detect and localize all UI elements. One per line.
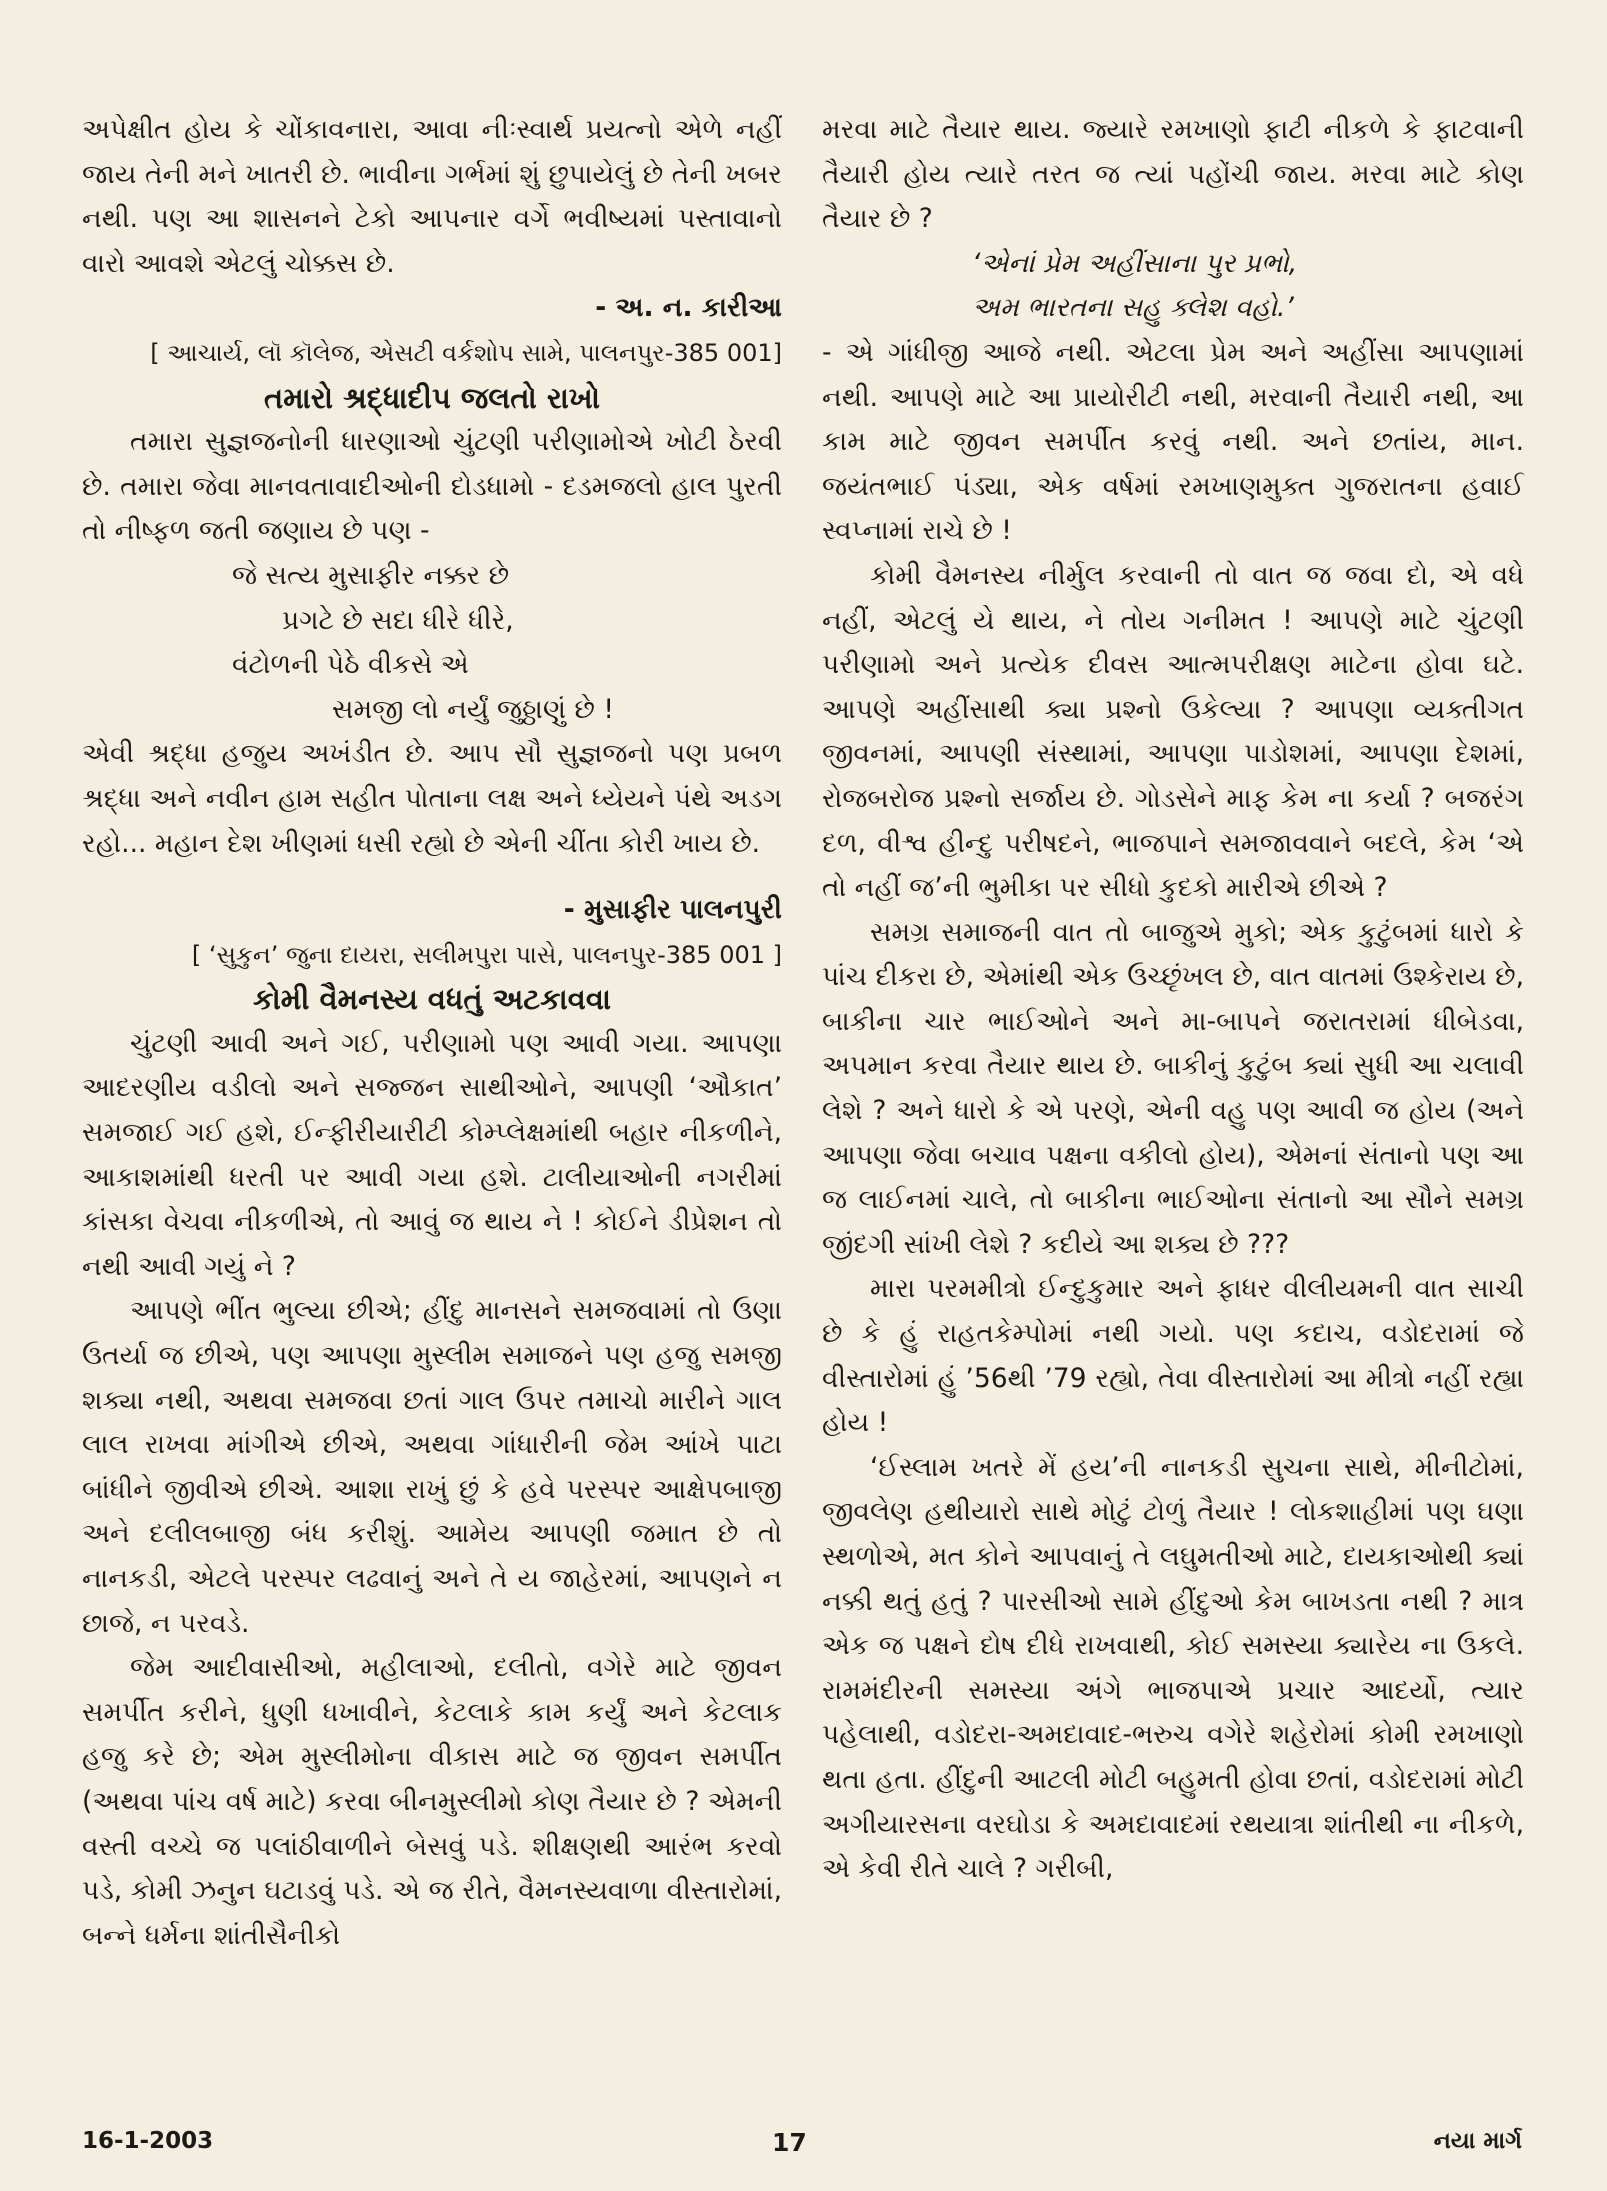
quote	[822, 242, 1524, 331]
right-column	[822, 108, 1524, 1892]
paragraph: ચુંટણી આવી અને ગઈ, પરીણામો પણ આવી ગયા. આપણા આદરણીય વડીલો અને સજ્જન સાથીઓને, આપણી ‘ઔકાત’ સમજાઈ ગઈ હશે, ઈન્ફીરીયારીટી કોમ્પ્લેક્ષમાંથી બહાર નીકળીને, આકાશમાંથી ધરતી પર આવી ગયા હશે. ટાલીયાઓની નગરીમાં કાંસકા વેચવા નીકળીએ, તો આવું જ થાય ને ! કોઈને ડીપ્રેશન તો નથી આવી ગયું ને ?	[82, 1027, 782, 1282]
section-heading: તમારો શ્રદ્ધાદીપ જલતો રાખો	[263, 380, 601, 415]
paragraph: મારા પરમમીત્રો ઈન્દુકુમાર અને ફાધર વીલીયમની વાત સાચી છે કે હું રાહતકેમ્પોમાં નથી ગયો. પણ કદાચ, વડોદરામાં જે વીસ્તારોમાં હું ’56થી ’79 રહ્યો, તેવા વીસ્તારોમાં આ મીત્રો નહીં રહ્યા હોય !	[822, 1273, 1524, 1439]
section-heading: કોમી વૈમનસ્ય વધતું અટકાવવા	[252, 982, 612, 1017]
author-address: [ ‘સુકુન’ જુના દાયરા, સલીમપુરા પાસે, પાલનપુર-385 001 ]	[191, 940, 782, 969]
poem-line: સમજી લો નર્યું જુઠ્ઠાણું છે !	[332, 693, 614, 725]
quote-line: ‘એનાં પ્રેમ અહીંસાના પુર પ્રભો,	[972, 247, 1298, 279]
paragraph: - એ ગાંધીજી આજે નથી. એટલા પ્રેમ અને અહીંસા આપણામાં નથી. આપણે માટે આ પ્રાયોરીટી નથી, મરવાની તૈયારી નથી, આ કામ માટે જીવન સમર્પીત કરવું નથી. અને છતાંય, માન. જયંતભાઈ પંડ્યા, એક વર્ષમાં રમખાણમુક્ત ગુજરાતના હવાઈ સ્વપ્નામાં રાચે છે !	[822, 336, 1524, 547]
poem-line: પ્રગટે છે સદા ધીરે ધીરે,	[282, 604, 514, 636]
signature: - મુસાફીર પાલનપુરી	[563, 894, 782, 926]
quote-line: અમ ભારતના સહુ ક્લેશ વહો.’	[972, 292, 1294, 324]
magazine-name: નયા માર્ગ	[1433, 2128, 1522, 2154]
issue-date: 16-1-2003	[82, 2128, 214, 2154]
poem-line: વંટોળની પેઠે વીકસે એ	[232, 649, 469, 681]
paragraph: મરવા માટે તૈયાર થાય. જ્યારે રમખાણો ફાટી નીકળે કે ફાટવાની તૈયારી હોય ત્યારે તરત જ ત્યાં પહોંચી જાય. મરવા માટે કોણ તૈયાર છે ?	[822, 114, 1524, 235]
page-footer	[82, 2128, 1522, 2164]
poem-line: જે સત્ય મુસાફીર નક્કર છે	[232, 559, 510, 591]
paragraph: આપણે ભીંત ભુલ્યા છીએ; હીંદુ માનસને સમજવામાં તો ઉણા ઉતર્યા જ છીએ, પણ આપણા મુસ્લીમ સમાજને પણ હજુ સમજી શક્યા નથી, અથવા સમજવા છતાં ગાલ ઉપર તમાચો મારીને ગાલ લાલ રાખવા માંગીએ છીએ, અથવા ગાંધારીની જેમ આંખે પાટા બાંધીને જીવીએ છીએ. આશા રાખું છું કે હવે પરસ્પર આક્ષેપબાજી અને દલીલબાજી બંધ કરીશું. આમેય આપણી જમાત છે તો નાનકડી, એટલે પરસ્પર લઢવાનું અને તે ય જાહેરમાં, આપણને ન છાજે, ન પરવડે.	[82, 1295, 782, 1639]
paragraph: કોમી વૈમનસ્ય નીર્મુલ કરવાની તો વાત જ જવા દો, એ વધે નહીં, એટલું યે થાય, ને તોય ગનીમત ! આપણે માટે ચુંટણી પરીણામો અને પ્રત્યેક દીવસ આત્મપરીક્ષણ માટેના હોવા ઘટે. આપણે અહીંસાથી ક્યા પ્રશ્નો ઉકેલ્યા ? આપણા વ્યક્તીગત જીવનમાં, આપણી સંસ્થામાં, આપણા પાડોશમાં, આપણા દેશમાં, રોજબરોજ પ્રશ્નો સર્જાય છે. ગોડસેને માફ કેમ ના કર્યા ? બજરંગ દળ, વીશ્વ હીન્દુ પરીષદને, ભાજપાને સમજાવવાને બદલે, કેમ ‘એ તો નહીં જ’ની ભુમીકા પર સીધો કુદકો મારીએ છીએ ?	[822, 559, 1524, 904]
paragraph: સમગ્ર સમાજની વાત તો બાજુએ મુકો; એક કુટુંબમાં ધારો કે પાંચ દીકરા છે, એમાંથી એક ઉચ્છૃંખલ છે, વાત વાતમાં ઉશ્કેરાય છે, બાકીના ચાર ભાઈઓને અને મા-બાપને જરાતરામાં ધીબેડવા, અપમાન કરવા તૈયાર થાય છે. બાકીનું કુટુંબ ક્યાં સુધી આ ચલાવી લેશે ? અને ધારો કે એ પરણે, એની વહુ પણ આવી જ હોય (અને આપણા જેવા બચાવ પક્ષના વકીલો હોય), એમનાં સંતાનો પણ આ જ લાઈનમાં ચાલે, તો બાકીના ભાઈઓના સંતાનો આ સૌને સમગ્ર જીંદગી સાંખી લેશે ? કદીયે આ શક્ય છે ???	[822, 916, 1524, 1260]
signature: - અ. ન. કારીઆ	[595, 292, 782, 324]
paragraph: તમારા સુજ્ઞજનોની ધારણાઓ ચુંટણી પરીણામોએ ખોટી ઠેરવી છે. તમારા જેવા માનવતાવાદીઓની દોડધામો - દડમજલો હાલ પુરતી તો નીષ્ફળ જતી જણાય છે પણ -	[82, 426, 782, 547]
paragraph: અપેક્ષીત હોય કે ચોંકાવનારા, આવા નીઃસ્વાર્થ પ્રયત્નો એળે નહીં જાય તેની મને ખાતરી છે. ભાવીના ગર્ભમાં શું છુપાયેલું છે તેની ખબર નથી. પણ આ શાસનને ટેકો આપનાર વર્ગે ભવીષ્યમાં પસ્તાવાનો વારો આવશે એટલું ચોક્કસ છે.	[82, 114, 782, 279]
author-address: [ આચાર્ય, લૉ કૉલેજ, એસટી વર્કશોપ સામે, પાલનપુર-385 001]	[150, 338, 782, 367]
left-column	[82, 108, 782, 1958]
page-number: 17	[772, 2128, 807, 2157]
poem	[82, 554, 782, 732]
paragraph: જેમ આદીવાસીઓ, મહીલાઓ, દલીતો, વગેરે માટે જીવન સમર્પીત કરીને, ધુણી ધખાવીને, કેટલાકે કામ કર્યું અને કેટલાક હજુ કરે છે; એમ મુસ્લીમોના વીકાસ માટે જ જીવન સમર્પીત (અથવા પાંચ વર્ષ માટે) કરવા બીનમુસ્લીમો કોણ તૈયાર છે ? એમની વસ્તી વચ્ચે જ પલાંઠીવાળીને બેસવું પડે. શીક્ષણથી આરંભ કરવો પડે, કોમી ઝનુન ઘટાડવું પડે. એ જ રીતે, વૈમનસ્યવાળા વીસ્તારોમાં, બન્ને ધર્મના શાંતીસૈનીકો	[82, 1652, 782, 1951]
paragraph: ‘ઈસ્લામ ખતરે મેં હય’ની નાનકડી સુચના સાથે, મીનીટોમાં, જીવલેણ હથીયારો સાથે મોટું ટોળું તૈયાર ! લોકશાહીમાં પણ ઘણા સ્થળોએ, મત કોને આપવાનું તે લઘુમતીઓ માટે, દાયકાઓથી ક્યાં નક્કી થતું હતું ? પારસીઓ સામે હીંદુઓ કેમ બાખડતા નથી ? માત્ર એક જ પક્ષને દોષ દીધે રાખવાથી, કોઈ સમસ્યા ક્યારેય ના ઉકલે. રામમંદીરની સમસ્યા અંગે ભાજપાએ પ્રચાર આદર્યો, ત્યાર પહેલાથી, વડોદરા-અમદાવાદ-ભરુચ વગેરે શહેરોમાં કોમી રમખાણો થતા હતા. હીંદુની આટલી મોટી બહુમતી હોવા છતાં, વડોદરામાં મોટી અગીયારસના વરઘોડા કે અમદાવાદમાં રથયાત્રા શાંતીથી ના નીકળે, એ કેવી રીતે ચાલે ? ગરીબી,	[822, 1451, 1524, 1885]
paragraph: એવી શ્રદ્ધા હજુય અખંડીત છે. આપ સૌ સુજ્ઞજનો પણ પ્રબળ શ્રદ્ધા અને નવીન હામ સહીત પોતાના લક્ષ અને ધ્યેયને પંથે અડગ રહો... મહાન દેશ ખીણમાં ધસી રહ્યો છે એની ચીંતા કોરી ખાય છે.	[82, 738, 782, 859]
